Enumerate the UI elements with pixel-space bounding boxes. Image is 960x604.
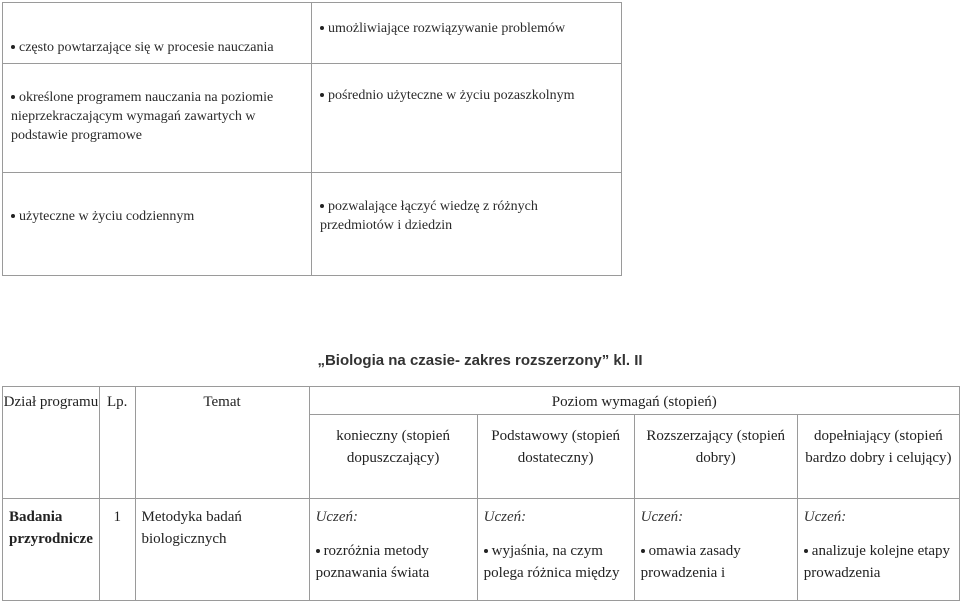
criteria-row <box>3 3 622 64</box>
header-level-dopelniajacy: dopełniający (stopień bardzo dobry i celujący) <box>797 415 959 499</box>
header-temat: Temat <box>135 387 309 499</box>
table-row <box>3 499 960 601</box>
bullet-icon <box>11 95 15 99</box>
uczen-label: Uczeń: <box>640 509 684 525</box>
header-dzial: Dział programu <box>3 387 100 499</box>
criteria-cell: określone programem nauczania na poziomie nieprzekraczającym wymagań zawartych w podstawie programowe <box>3 64 312 173</box>
header-poziom: Poziom wymagań (stopień) <box>309 387 959 415</box>
bullet-icon <box>320 204 324 208</box>
header-level-podstawowy: Podstawowy (stopień dostateczny) <box>477 415 634 499</box>
bullet-icon <box>320 93 324 97</box>
criteria-cell: umożliwiające rozwiązywanie problemów <box>312 3 622 64</box>
criteria-cell: pozwalające łączyć wiedzę z różnych przedmiotów i dziedzin <box>312 173 622 276</box>
uczen-label: Uczeń: <box>803 509 847 525</box>
cell-lp: 1 <box>99 499 135 601</box>
header-row <box>3 387 960 415</box>
bullet-icon <box>804 549 808 553</box>
criteria-row <box>3 173 622 276</box>
criteria-cell: często powtarzające się w procesie nauczania <box>3 3 312 64</box>
uczen-label: Uczeń: <box>315 509 359 525</box>
bullet-icon <box>484 549 488 553</box>
cell-level-podstawowy: Uczeń: wyjaśnia, na czym polega różnica między <box>477 499 634 601</box>
criteria-row <box>3 64 622 173</box>
header-lp: Lp. <box>99 387 135 499</box>
cell-level-rozszerzajacy: Uczeń: omawia zasady prowadzenia i <box>634 499 797 601</box>
bullet-icon <box>11 214 15 218</box>
bullet-icon <box>316 549 320 553</box>
requirements-table <box>2 386 960 601</box>
cell-temat: Metodyka badań biologicznych <box>135 499 309 601</box>
bullet-icon <box>641 549 645 553</box>
header-level-konieczny: konieczny (stopień dopuszczający) <box>309 415 477 499</box>
uczen-label: Uczeń: <box>483 509 527 525</box>
header-level-rozszerzajacy: Rozszerzający (stopień dobry) <box>634 415 797 499</box>
cell-dzial: Badania przyrodnicze <box>3 499 100 601</box>
cell-level-konieczny: Uczeń: rozróżnia metody poznawania świata <box>309 499 477 601</box>
criteria-cell: pośrednio użyteczne w życiu pozaszkolnym <box>312 64 622 173</box>
bullet-icon <box>11 45 15 49</box>
cell-level-dopelniajacy: Uczeń: analizuje kolejne etapy prowadzenia <box>797 499 959 601</box>
subject-title: „Biologia na czasie- zakres rozszerzony” kl. II <box>317 352 643 369</box>
bullet-icon <box>320 26 324 30</box>
criteria-cell: użyteczne w życiu codziennym <box>3 173 312 276</box>
criteria-table <box>2 2 622 276</box>
